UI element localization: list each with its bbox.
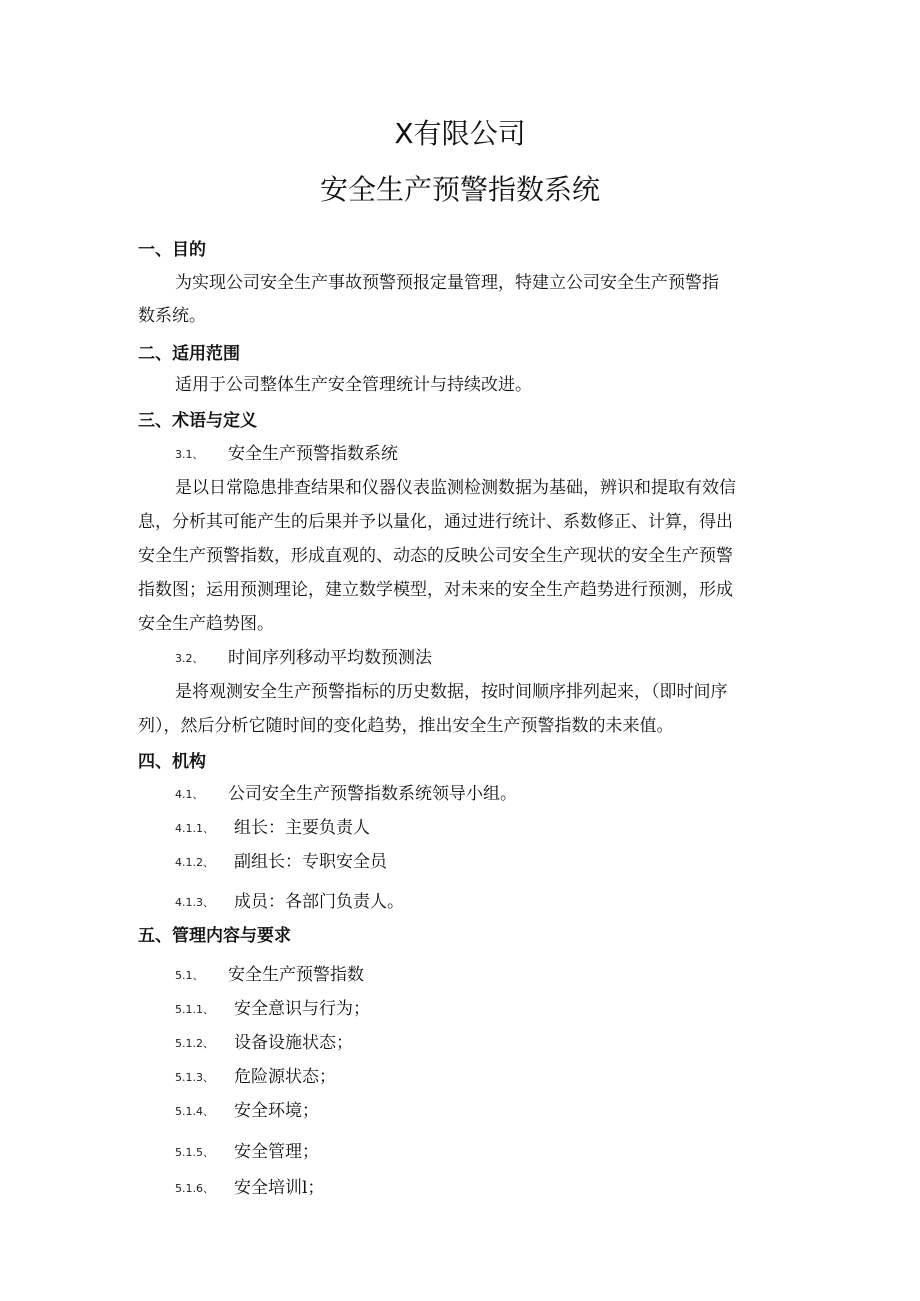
- section-heading-organization: 四、机构: [138, 752, 206, 772]
- paragraph-line: 数系统。: [138, 306, 206, 326]
- clause-number: 5.1.6、: [175, 1182, 214, 1195]
- company-title: X有限公司: [394, 117, 526, 150]
- clause-number: 4.1、: [175, 788, 204, 801]
- clause-text: 安全环境；: [234, 1101, 319, 1121]
- paragraph-line: 为实现公司安全生产事故预警预报定量管理，特建立公司安全生产预警指: [175, 273, 719, 293]
- clause-number: 5.1.3、: [175, 1071, 214, 1084]
- clause-text: 安全管理；: [234, 1142, 319, 1162]
- clause-text: 危险源状态；: [234, 1067, 336, 1087]
- clause-text: 安全培训l；: [234, 1178, 325, 1198]
- clause-text: 安全生产预警指数: [228, 965, 364, 985]
- clause-number: 5.1.4、: [175, 1105, 214, 1118]
- clause-text: 设备设施状态；: [234, 1033, 353, 1053]
- paragraph-line: 是以日常隐患排查结果和仪器仪表监测检测数据为基础，辨识和提取有效信: [175, 478, 736, 498]
- clause-number: 5.1、: [175, 969, 204, 982]
- paragraph-line: 列），然后分析它随时间的变化趋势，推出安全生产预警指数的未来值。: [138, 716, 674, 736]
- clause-number: 4.1.2、: [175, 856, 214, 869]
- clause-number: 5.1.2、: [175, 1037, 214, 1050]
- paragraph-line: 是将观测安全生产预警指标的历史数据，按时间顺序排列起来，（即时间序: [175, 682, 728, 702]
- clause-number: 3.1、: [175, 448, 204, 461]
- paragraph-line: 适用于公司整体生产安全管理统计与持续改进。: [175, 375, 532, 395]
- clause-text: 副组长：专职安全员: [234, 852, 387, 872]
- paragraph-line: 安全生产预警指数，形成直观的、动态的反映公司安全生产现状的安全生产预警: [138, 546, 733, 566]
- clause-text: 组长：主要负责人: [234, 818, 370, 838]
- paragraph-line: 息，分析其可能产生的后果并予以量化，通过进行统计、系数修正、计算，得出: [138, 512, 733, 532]
- clause-number: 3.2、: [175, 652, 204, 665]
- section-heading-scope: 二、适用范围: [138, 344, 240, 364]
- clause-text: 安全意识与行为；: [234, 999, 370, 1019]
- section-heading-purpose: 一、目的: [138, 240, 206, 260]
- clause-title: 时间序列移动平均数预测法: [228, 648, 432, 668]
- clause-title: 安全生产预警指数系统: [228, 444, 398, 464]
- clause-number: 5.1.5、: [175, 1146, 214, 1159]
- clause-number: 4.1.3、: [175, 896, 214, 909]
- clause-text: 公司安全生产预警指数系统领导小组。: [228, 784, 517, 804]
- paragraph-line: 指数图；运用预测理论，建立数学模型，对未来的安全生产趋势进行预测，形成: [138, 580, 733, 600]
- section-heading-terms: 三、术语与定义: [138, 411, 257, 431]
- clause-number: 4.1.1、: [175, 822, 214, 835]
- section-heading-management: 五、管理内容与要求: [138, 926, 291, 946]
- document-title: 安全生产预警指数系统: [319, 173, 600, 206]
- clause-text: 成员：各部门负责人。: [234, 892, 404, 912]
- paragraph-line: 安全生产趋势图。: [138, 614, 274, 634]
- clause-number: 5.1.1、: [175, 1003, 214, 1016]
